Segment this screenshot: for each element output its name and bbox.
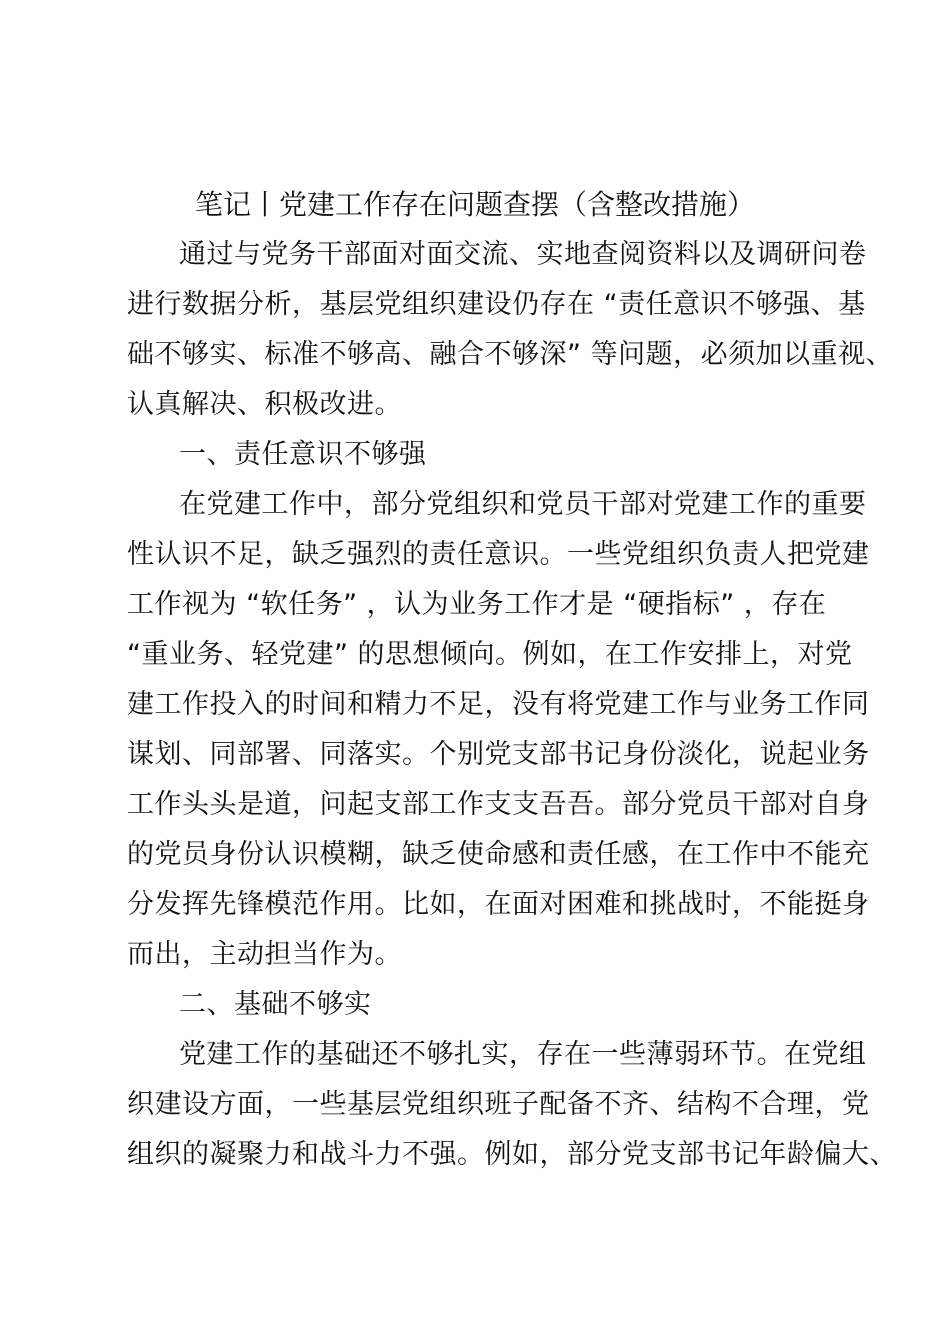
paragraph-line: 的党员身份认识模糊，缺乏使命感和责任感，在工作中不能充 <box>127 839 870 870</box>
paragraph-line: 工作视为 “软任务” ，认为业务工作才是 “硬指标” ，存在 <box>127 589 827 620</box>
paragraph-line: 性认识不足，缺乏强烈的责任意识。一些党组织负责人把党建 <box>127 539 870 570</box>
paragraph-line: 在党建工作中，部分党组织和党员干部对党建工作的重要 <box>179 489 867 520</box>
paragraph-line: 认真解决、积极改进。 <box>127 389 402 420</box>
section-heading-2: 二、基础不够实 <box>179 989 372 1020</box>
paragraph-line: 进行数据分析，基层党组织建设仍存在 “责任意识不够强、基 <box>127 289 866 320</box>
paragraph-line: 而出，主动担当作为。 <box>127 939 402 970</box>
paragraph-line: 工作头头是道，问起支部工作支支吾吾。部分党员干部对自身 <box>127 789 870 820</box>
paragraph-line: 党建工作的基础还不够扎实，存在一些薄弱环节。在党组 <box>179 1039 867 1070</box>
document-title: 笔记丨党建工作存在问题查摆（含整改措施） <box>194 188 755 221</box>
paragraph-line: 谋划、同部署、同落实。个别党支部书记身份淡化，说起业务 <box>127 739 870 770</box>
section-heading-1: 一、责任意识不够强 <box>179 439 427 470</box>
paragraph-line: 础不够实、标准不够高、融合不够深” 等问题，必须加以重视、 <box>127 339 894 370</box>
paragraph-line: 组织的凝聚力和战斗力不强。例如，部分党支部书记年龄偏大、 <box>127 1139 897 1170</box>
paragraph-line: 通过与党务干部面对面交流、实地查阅资料以及调研问卷 <box>179 239 867 270</box>
paragraph-line: 织建设方面，一些基层党组织班子配备不齐、结构不合理，党 <box>127 1089 870 1120</box>
paragraph-line: 分发挥先锋模范作用。比如，在面对困难和挑战时，不能挺身 <box>127 889 870 920</box>
paragraph-line: “重业务、轻党建” 的思想倾向。例如，在工作安排上，对党 <box>127 639 853 670</box>
paragraph-line: 建工作投入的时间和精力不足，没有将党建工作与业务工作同 <box>127 689 870 720</box>
